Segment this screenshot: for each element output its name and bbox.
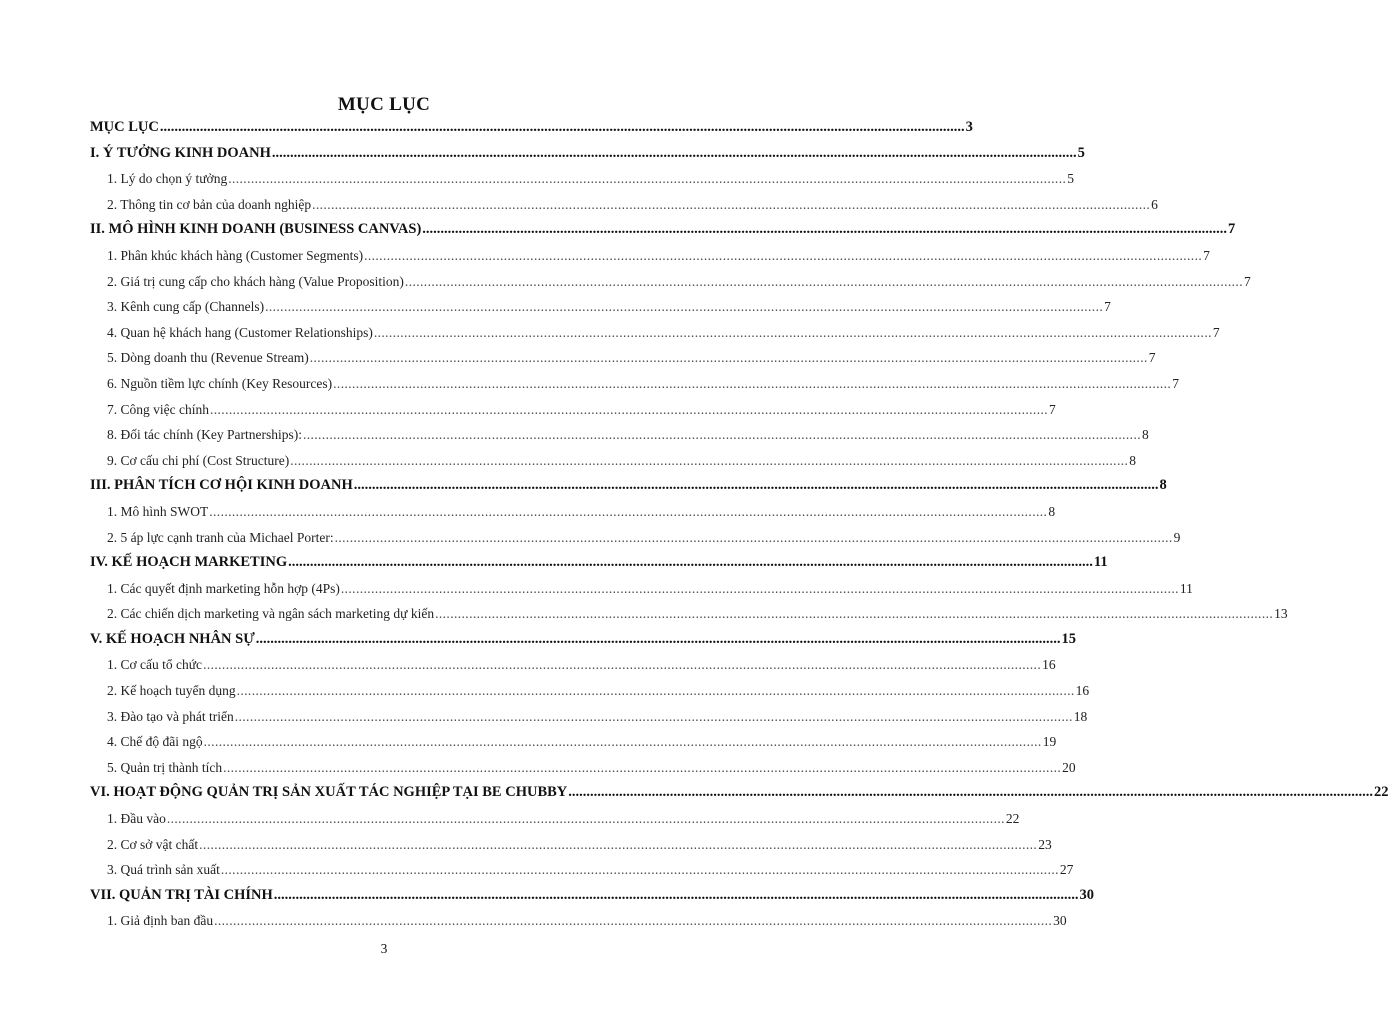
toc-entry-page: 7 bbox=[1104, 299, 1111, 315]
toc-entry-text: 1. Giả định ban đầu bbox=[107, 913, 214, 929]
toc-entry-page: 7 bbox=[1049, 401, 1056, 417]
toc-entry-text: II. MÔ HÌNH KINH DOANH (BUSINESS CANVAS) bbox=[90, 221, 422, 238]
toc-entry[interactable] bbox=[90, 269, 1251, 295]
toc-entry[interactable] bbox=[90, 217, 1236, 243]
dot-leader: .............................................................................................................................................................................................................................. bbox=[364, 247, 1203, 263]
toc-entry-text: 2. Thông tin cơ bản của doanh nghiệp bbox=[107, 196, 312, 212]
dot-leader: .............................................................................................................................................................................................................................. bbox=[228, 171, 1067, 187]
toc-entry-page: 22 bbox=[1374, 784, 1389, 801]
toc-entry-text: MỤC LỤC bbox=[90, 119, 159, 135]
toc-entry-text: 6. Nguồn tiềm lực chính (Key Resources) bbox=[107, 375, 333, 391]
toc-entry-page: 7 bbox=[1212, 324, 1220, 340]
toc-entry-page: 8 bbox=[1129, 452, 1137, 468]
toc-entry[interactable] bbox=[90, 652, 1056, 678]
toc-entry-page: 7 bbox=[1172, 375, 1179, 391]
toc-entry-page: 5 bbox=[1077, 144, 1085, 161]
toc-entry-text: 1. Lý do chọn ý tưởng bbox=[107, 171, 228, 187]
dot-leader: .............................................................................................................................................................................................................................. bbox=[340, 580, 1179, 596]
toc-entry-page: 8 bbox=[1159, 477, 1167, 494]
toc-entry-page: 13 bbox=[1274, 606, 1288, 622]
table-of-contents bbox=[90, 115, 1389, 934]
dot-leader: .............................................................................................................................................................................................................................. bbox=[404, 273, 1243, 289]
toc-entry[interactable] bbox=[90, 371, 1179, 397]
toc-entry-text: 9. Cơ cấu chi phí (Cost Structure) bbox=[107, 452, 290, 468]
toc-entry-text: 5. Dòng doanh thu (Revenue Stream) bbox=[107, 350, 309, 366]
dot-leader: .............................................................................................................................................................................................................................. bbox=[166, 811, 1005, 827]
toc-entry-page: 18 bbox=[1073, 708, 1088, 724]
toc-entry-text: 2. Các chiến dịch marketing và ngân sách marketing dự kiến bbox=[107, 606, 435, 622]
toc-entry[interactable] bbox=[90, 832, 1052, 858]
toc-entry-text: 1. Đầu vào bbox=[107, 811, 166, 827]
toc-entry-text: VII. QUẢN TRỊ TÀI CHÍNH bbox=[90, 886, 273, 903]
toc-entry-text: 3. Kênh cung cấp (Channels) bbox=[107, 299, 265, 315]
toc-entry[interactable] bbox=[90, 473, 1167, 499]
dot-leader: .............................................................................................................................................................................................................................. bbox=[209, 503, 1048, 519]
toc-entry[interactable] bbox=[90, 576, 1193, 602]
toc-entry[interactable] bbox=[90, 192, 1158, 218]
toc-entry-text: IV. KẾ HOẠCH MARKETING bbox=[90, 554, 288, 571]
toc-entry-page: 6 bbox=[1151, 196, 1158, 212]
dot-leader: .............................................................................................................................................................................................................................. bbox=[309, 350, 1148, 366]
toc-entry-text: V. KẾ HOẠCH NHÂN SỰ bbox=[90, 630, 255, 647]
dot-leader: .............................................................................................................................................................................................................................. bbox=[159, 119, 965, 135]
toc-entry-page: 7 bbox=[1228, 221, 1236, 238]
toc-entry-text: III. PHÂN TÍCH CƠ HỘI KINH DOANH bbox=[90, 477, 353, 494]
page-title: MỤC LỤC bbox=[337, 94, 431, 115]
toc-entry[interactable] bbox=[90, 166, 1075, 192]
toc-entry-text: VI. HOẠT ĐỘNG QUẢN TRỊ SẢN XUẤT TÁC NGHIỆP TẠI BE CHUBBY bbox=[90, 784, 568, 801]
toc-entry-page: 7 bbox=[1243, 273, 1251, 289]
toc-entry[interactable] bbox=[90, 883, 1095, 909]
toc-entry-text: 8. Đối tác chính (Key Partnerships): bbox=[107, 427, 302, 443]
toc-entry-page: 22 bbox=[1005, 811, 1020, 827]
dot-leader: .............................................................................................................................................................................................................................. bbox=[271, 144, 1077, 161]
page-number: 3 bbox=[380, 941, 388, 956]
toc-entry-page: 19 bbox=[1042, 734, 1057, 750]
toc-entry-text: 3. Đào tạo và phát triển bbox=[107, 708, 234, 724]
toc-entry-page: 9 bbox=[1173, 529, 1181, 545]
toc-entry-text: 4. Chế độ đãi ngộ bbox=[107, 734, 203, 750]
toc-entry-page: 16 bbox=[1042, 657, 1056, 673]
dot-leader: .............................................................................................................................................................................................................................. bbox=[203, 657, 1042, 673]
toc-entry-text: 2. Giá trị cung cấp cho khách hàng (Value Proposition) bbox=[107, 273, 404, 289]
dot-leader: .............................................................................................................................................................................................................................. bbox=[353, 477, 1159, 494]
toc-entry[interactable] bbox=[90, 908, 1067, 934]
toc-entry[interactable] bbox=[90, 345, 1156, 371]
toc-entry[interactable] bbox=[90, 422, 1149, 448]
dot-leader: .............................................................................................................................................................................................................................. bbox=[265, 299, 1104, 315]
toc-entry[interactable] bbox=[90, 806, 1020, 832]
toc-entry[interactable] bbox=[90, 729, 1057, 755]
toc-entry-page: 15 bbox=[1061, 630, 1077, 647]
dot-leader: .............................................................................................................................................................................................................................. bbox=[236, 683, 1075, 699]
dot-leader: .............................................................................................................................................................................................................................. bbox=[199, 836, 1038, 852]
toc-entry[interactable] bbox=[90, 397, 1056, 423]
toc-entry-text: I. Ý TƯỞNG KINH DOANH bbox=[90, 144, 271, 161]
dot-leader: .............................................................................................................................................................................................................................. bbox=[220, 862, 1059, 878]
toc-entry-page: 7 bbox=[1148, 350, 1156, 366]
dot-leader: .............................................................................................................................................................................................................................. bbox=[255, 630, 1061, 647]
toc-entry-text: 7. Công việc chính bbox=[107, 401, 209, 417]
toc-entry-page: 11 bbox=[1093, 554, 1108, 571]
toc-entry[interactable] bbox=[90, 294, 1111, 320]
toc-entry[interactable] bbox=[90, 857, 1074, 883]
dot-leader: .............................................................................................................................................................................................................................. bbox=[568, 784, 1374, 801]
dot-leader: .............................................................................................................................................................................................................................. bbox=[312, 196, 1151, 212]
toc-entry[interactable] bbox=[90, 627, 1077, 653]
dot-leader: .............................................................................................................................................................................................................................. bbox=[288, 554, 1093, 571]
toc-entry[interactable] bbox=[90, 320, 1220, 346]
dot-leader: .............................................................................................................................................................................................................................. bbox=[273, 886, 1079, 903]
toc-entry-page: 3 bbox=[965, 119, 973, 135]
toc-entry-page: 30 bbox=[1079, 886, 1095, 903]
toc-entry-page: 16 bbox=[1075, 683, 1090, 699]
toc-entry-text: 1. Các quyết định marketing hỗn hợp (4Ps) bbox=[107, 580, 340, 596]
dot-leader: .............................................................................................................................................................................................................................. bbox=[373, 324, 1212, 340]
toc-entry-text: 5. Quản trị thành tích bbox=[107, 759, 223, 775]
toc-entry[interactable] bbox=[90, 601, 1288, 627]
toc-entry[interactable] bbox=[90, 243, 1210, 269]
toc-entry[interactable] bbox=[90, 141, 1085, 167]
dot-leader: .............................................................................................................................................................................................................................. bbox=[333, 375, 1172, 391]
dot-leader: .............................................................................................................................................................................................................................. bbox=[334, 529, 1173, 545]
toc-entry-page: 30 bbox=[1053, 913, 1067, 929]
dot-leader: .............................................................................................................................................................................................................................. bbox=[234, 708, 1073, 724]
toc-entry[interactable] bbox=[90, 755, 1076, 781]
toc-entry-page: 8 bbox=[1142, 427, 1149, 443]
toc-entry-text: 2. 5 áp lực cạnh tranh của Michael Porter: bbox=[107, 529, 334, 545]
dot-leader: .............................................................................................................................................................................................................................. bbox=[209, 401, 1049, 417]
toc-entry-text: 1. Phân khúc khách hàng (Customer Segments) bbox=[107, 247, 364, 263]
toc-entry-page: 5 bbox=[1067, 171, 1075, 187]
dot-leader: .............................................................................................................................................................................................................................. bbox=[435, 606, 1274, 622]
toc-entry-text: 3. Quá trình sản xuất bbox=[107, 862, 220, 878]
toc-entry[interactable] bbox=[90, 780, 1389, 806]
toc-entry-page: 8 bbox=[1048, 503, 1056, 519]
toc-entry[interactable] bbox=[90, 499, 1056, 525]
toc-entry-page: 23 bbox=[1038, 836, 1052, 852]
toc-entry-page: 11 bbox=[1179, 580, 1193, 596]
toc-entry-page: 27 bbox=[1059, 862, 1074, 878]
toc-entry-text: 2. Kế hoạch tuyển dụng bbox=[107, 683, 236, 699]
toc-entry-page: 20 bbox=[1062, 759, 1076, 775]
dot-leader: .............................................................................................................................................................................................................................. bbox=[290, 452, 1129, 468]
dot-leader: .............................................................................................................................................................................................................................. bbox=[203, 734, 1042, 750]
toc-entry[interactable] bbox=[90, 448, 1137, 474]
toc-entry-text: 4. Quan hệ khách hang (Customer Relationships) bbox=[107, 324, 373, 340]
dot-leader: .............................................................................................................................................................................................................................. bbox=[223, 759, 1062, 775]
toc-entry[interactable] bbox=[90, 678, 1090, 704]
toc-entry[interactable] bbox=[90, 115, 973, 141]
toc-entry[interactable] bbox=[90, 704, 1088, 730]
toc-entry-text: 2. Cơ sở vật chất bbox=[107, 836, 199, 852]
dot-leader: .............................................................................................................................................................................................................................. bbox=[214, 913, 1053, 929]
toc-entry[interactable] bbox=[90, 525, 1181, 551]
toc-entry[interactable] bbox=[90, 550, 1108, 576]
dot-leader: .............................................................................................................................................................................................................................. bbox=[302, 427, 1142, 443]
toc-entry-page: 7 bbox=[1203, 247, 1210, 263]
toc-entry-text: 1. Mô hình SWOT bbox=[107, 503, 209, 519]
dot-leader: .............................................................................................................................................................................................................................. bbox=[422, 221, 1228, 238]
toc-entry-text: 1. Cơ cấu tổ chức bbox=[107, 657, 203, 673]
